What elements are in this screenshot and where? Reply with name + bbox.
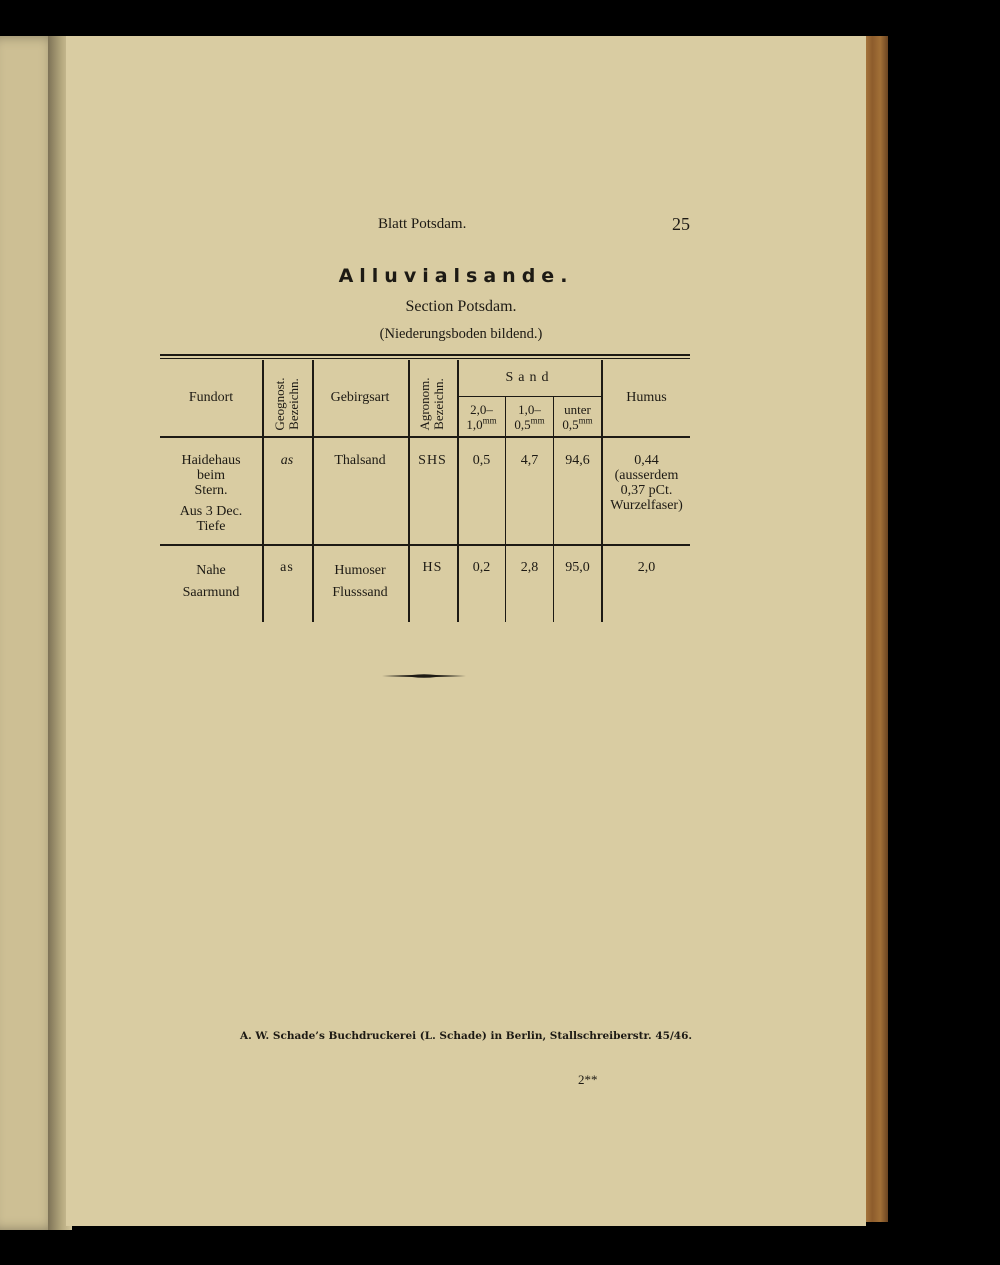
header-sand: Sand: [505, 370, 554, 385]
header-fundort: Fundort: [188, 390, 234, 405]
header-sand-grain-medium: 1,0– $0,5^{mm}$: [514, 402, 545, 432]
cell-geognost: as: [280, 560, 294, 575]
subtitle: (Niederungsboden bildend.): [379, 326, 543, 342]
cell-sand-fine: 94,6: [565, 453, 590, 468]
cell-gebirgsart: Thalsand: [334, 453, 386, 468]
column-divider: [457, 360, 459, 622]
book-page: [66, 36, 866, 1226]
cell-agronom: SHS: [418, 453, 447, 468]
cell-humus: 2,0: [637, 560, 656, 575]
table-rule-row: [160, 544, 690, 546]
header-sand-grain-coarse: 2,0– $1,0^{mm}$: [466, 402, 497, 432]
cell-fundort: Nahe Saarmund: [182, 563, 240, 600]
column-divider: [262, 360, 264, 622]
header-gebirgsart: Gebirgsart: [330, 390, 390, 405]
cell-gebirgsart: Humoser Flusssand: [332, 563, 388, 600]
printer-imprint: A. W. Schade’s Buchdruckerei (L. Schade) in Berlin, Stallschreiberstr. 45/46.: [239, 1030, 693, 1042]
cell-geognost: as: [280, 453, 294, 468]
header-humus: Humus: [626, 390, 667, 405]
column-divider: [408, 360, 410, 622]
cell-agronom: HS: [422, 560, 443, 575]
page-number: 25: [672, 214, 690, 234]
sand-subheader-rule: [458, 396, 601, 397]
cell-sand-medium: 4,7: [520, 453, 539, 468]
cell-sand-coarse: 0,5: [472, 453, 491, 468]
cell-sand-coarse: 0,2: [472, 560, 491, 575]
signature-mark: 2**: [578, 1072, 598, 1087]
analysis-table: [160, 354, 690, 624]
header-sand-grain-fine: unter $0,5^{mm}$: [562, 402, 593, 432]
cell-fundort: Haidehaus beim Stern. Aus 3 Dec. Tiefe: [179, 453, 243, 534]
page-header: [66, 214, 866, 238]
cell-sand-medium: 2,8: [520, 560, 539, 575]
cell-humus: 0,44 (ausserdem 0,37 pCt. Wurzelfaser): [610, 453, 683, 513]
running-head: Blatt Potsdam.: [378, 216, 467, 232]
section-title: Section Potsdam.: [405, 298, 517, 315]
page-title: Alluvialsande.: [338, 265, 574, 287]
header-geognost: Geognost. Bezeichn.: [272, 377, 301, 431]
cell-sand-fine: 95,0: [565, 560, 590, 575]
table-rule-top-thin: [160, 358, 690, 359]
ornament-rule: [382, 672, 466, 680]
table-rule-top: [160, 354, 690, 356]
header-agronom: Agronom. Bezeichn.: [417, 377, 446, 431]
